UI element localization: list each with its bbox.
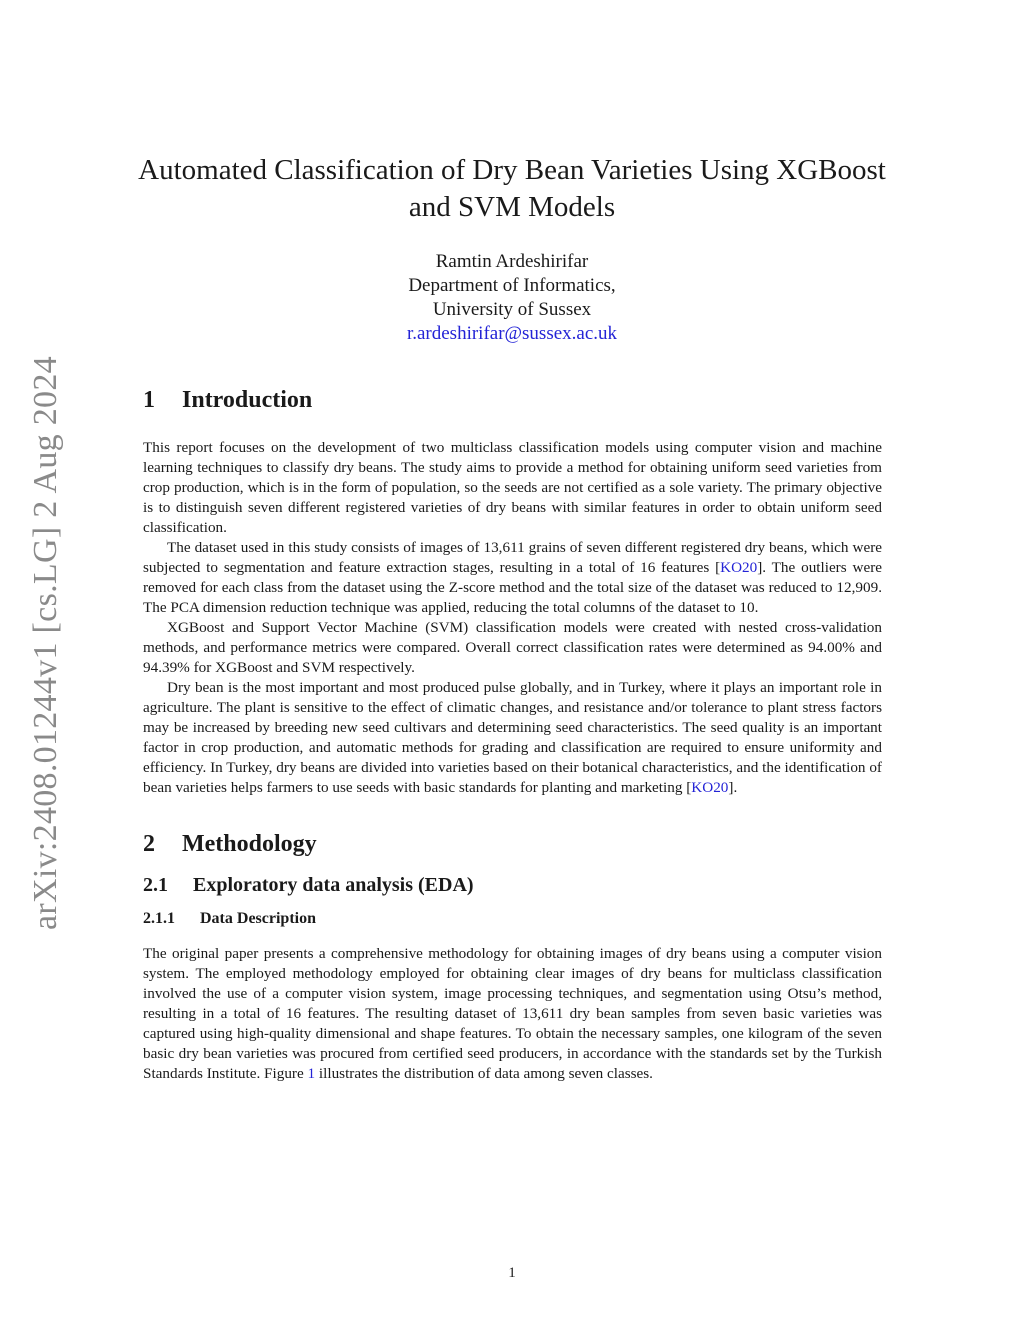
paper-body — [143, 384, 882, 1084]
author-name: Ramtin Ardeshirifar — [435, 251, 589, 272]
subsubsection-title: Data Description — [200, 910, 316, 927]
citation-link[interactable]: KO20 — [720, 559, 758, 576]
subsection-number: 2.1 — [143, 874, 168, 896]
text-run: ]. The outliers were removed for each class from the dataset using the Z-score method and the total size of the dataset was reduced to 12,909. The PCA dimension reduction technique was applied, reducing the total columns of the dataset to 10. — [143, 559, 882, 616]
text-run: illustrates the distribution of data among seven classes. — [315, 1065, 653, 1082]
subsubsection-heading-data-description — [143, 908, 882, 930]
data-description-paragraph — [143, 944, 882, 1084]
author-university: University of Sussex — [432, 299, 592, 320]
citation-link[interactable]: KO20 — [691, 779, 729, 796]
text-run: The dataset used in this study consists of images of 13,611 grains of seven different registered dry beans, which were subjected to segmentation and feature extraction stages, resulting in a total of 16 features [ — [143, 539, 882, 576]
text-run: Dry bean is the most important and most produced pulse globally, and in Turkey, where it plays an important role in agriculture. The plant is sensitive to the effect of climatic changes, and resistance and/or tolerance to plant stress factors may be increased by breeding new seed cultivars and determining seed characteristics. The seed quality is an important factor in crop production, and automatic methods for grading and classification are required to ensure uniformity and efficiency. In Turkey, dry beans are divided into varieties based on their botanical characteristics, and the identification of bean varieties helps farmers to use seeds with basic standards for planting and marketing [ — [143, 679, 882, 796]
text-run: The original paper presents a comprehensive methodology for obtaining images of dry beans using a computer vision system. The employed methodology employed for obtaining clear images of dry beans for multiclass classification involved the use of a computer vision system, image processing techniques, and segmentation using Otsu’s method, resulting in a total of 16 features. The resulting dataset of 13,611 dry bean samples from seven basic varieties was captured using high-quality dimensional and shape features. To obtain the necessary samples, one kilogram of the seven basic dry bean varieties was procured from certified seed producers, in accordance with the standards set by the Turkish Standards Institute. Figure — [143, 945, 882, 1082]
arxiv-identifier: arXiv:2408.01244v1 [cs.LG] 2 Aug 2024 — [27, 356, 64, 930]
paper-title: Automated Classification of Dry Bean Varieties Using XGBoost and SVM Models — [138, 154, 886, 223]
intro-paragraph-1: This report focuses on the development of two multiclass classification models using computer vision and machine learning techniques to classify dry beans. The study aims to provide a method for obtaining uniform seed varieties from crop production, which is in the form of population, so the seeds are not certified as a sole variety. The primary objective is to distinguish seven different registered varieties of dry beans with similar features in order to obtain uniform seed classification. — [143, 439, 882, 536]
intro-paragraph-3: XGBoost and Support Vector Machine (SVM) classification models were created with nested cross-validation methods, and performance metrics were compared. Overall correct classification rates were determined as 94.00% and 94.39% for XGBoost and SVM respectively. — [143, 619, 882, 676]
section-number: 1 — [143, 387, 155, 413]
section-number: 2 — [143, 831, 155, 857]
page-number: 1 — [508, 1265, 516, 1281]
author-department: Department of Informatics, — [408, 275, 616, 296]
subsection-heading-eda — [143, 872, 882, 898]
author-email-link[interactable]: r.ardeshirifar@sussex.ac.uk — [406, 323, 618, 344]
intro-paragraph-2 — [143, 538, 882, 618]
section-title: Methodology — [182, 831, 317, 857]
text-run: ]. — [728, 779, 738, 796]
subsection-title: Exploratory data analysis (EDA) — [193, 874, 474, 896]
figure-reference-link[interactable]: 1 — [307, 1065, 316, 1082]
section-heading-introduction — [143, 384, 882, 416]
section-title: Introduction — [182, 387, 313, 413]
author-block — [260, 250, 764, 346]
intro-paragraph-4 — [143, 678, 882, 798]
section-heading-methodology — [143, 828, 882, 860]
subsubsection-number: 2.1.1 — [143, 910, 175, 927]
